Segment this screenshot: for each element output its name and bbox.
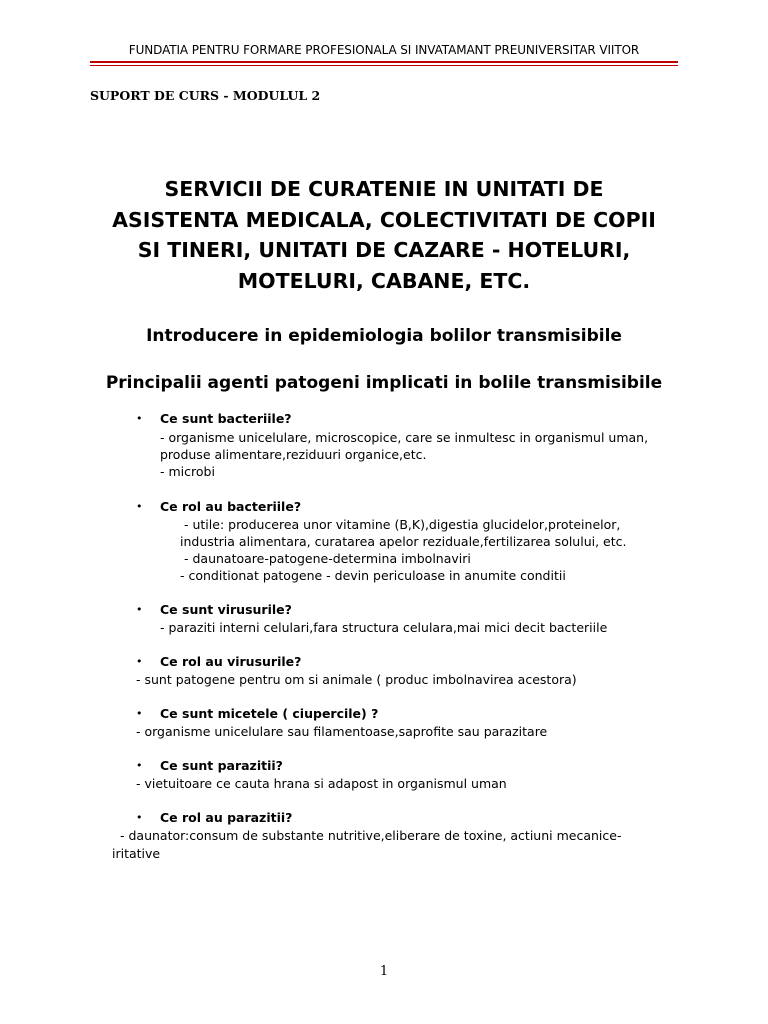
question-text: Ce rol au parazitii? <box>160 810 293 825</box>
bullet-icon: • <box>136 707 143 720</box>
bullet-icon: • <box>136 603 143 616</box>
question-text: Ce sunt virusurile? <box>160 602 292 617</box>
answer-line: - paraziti interni celulari,fara structura celulara,mai mici decit bacteriile <box>160 620 608 635</box>
question-text: Ce rol au bacteriile? <box>160 499 302 514</box>
title-line-3: SI TINERI, UNITATI DE CAZARE - HOTELURI, <box>137 238 631 262</box>
page-number: 1 <box>379 964 389 979</box>
answer-line: - vietuitoare ce cauta hrana si adapost in organismul uman <box>136 776 507 791</box>
answer-line: - daunatoare-patogene-determina imbolnaviri <box>184 551 471 566</box>
bullet-icon: • <box>136 811 143 824</box>
answer-line: - sunt patogene pentru om si animale ( produc imbolnavirea acestora) <box>136 672 577 687</box>
document-title <box>80 174 688 296</box>
section-heading-intro: Introducere in epidemiologia bolilor transmisibile <box>146 326 622 346</box>
answer-line: - organisme unicelulare sau filamentoase,saprofite sau parazitare <box>136 724 548 739</box>
bullet-icon: • <box>136 759 143 772</box>
title-line-1: SERVICII DE CURATENIE IN UNITATI DE <box>164 177 604 201</box>
section-heading-agents: Principalii agenti patogeni implicati in bolile transmisibile <box>105 373 663 393</box>
question-text: Ce rol au virusurile? <box>160 654 302 669</box>
answer-line: - daunator:consum de substante nutritive,eliberare de toxine, actiuni mecanice- <box>120 828 622 843</box>
bullet-icon: • <box>136 412 143 425</box>
answer-line: - microbi <box>160 464 215 479</box>
answer-line: produse alimentare,reziduuri organice,etc. <box>160 447 427 462</box>
answer-line: - utile: producerea unor vitamine (B,K),digestia glucidelor,proteinelor, <box>184 517 621 532</box>
question-text: Ce sunt parazitii? <box>160 758 283 773</box>
answer-line: - conditionat patogene - devin periculoase in anumite conditii <box>180 568 566 583</box>
module-label: SUPORT DE CURS - MODULUL 2 <box>90 88 321 103</box>
header-rule-thin <box>90 65 678 66</box>
title-line-4: MOTELURI, CABANE, ETC. <box>237 268 531 293</box>
bullet-icon: • <box>136 500 143 513</box>
answer-line: industria alimentara, curatarea apelor reziduale,fertilizarea solului, etc. <box>180 534 627 549</box>
question-text: Ce sunt micetele ( ciupercile) ? <box>160 706 379 721</box>
header-rule-thick <box>90 61 678 63</box>
answer-line: iritative <box>112 846 161 861</box>
answer-line: - organisme unicelulare, microscopice, care se inmultesc in organismul uman, <box>160 430 649 445</box>
header-org-name: FUNDATIA PENTRU FORMARE PROFESIONALA SI INVATAMANT PREUNIVERSITAR VIITOR <box>128 43 640 57</box>
title-line-2: ASISTENTA MEDICALA, COLECTIVITATI DE COPII <box>112 207 656 232</box>
question-text: Ce sunt bacteriile? <box>160 411 292 426</box>
bullet-icon: • <box>136 655 143 668</box>
